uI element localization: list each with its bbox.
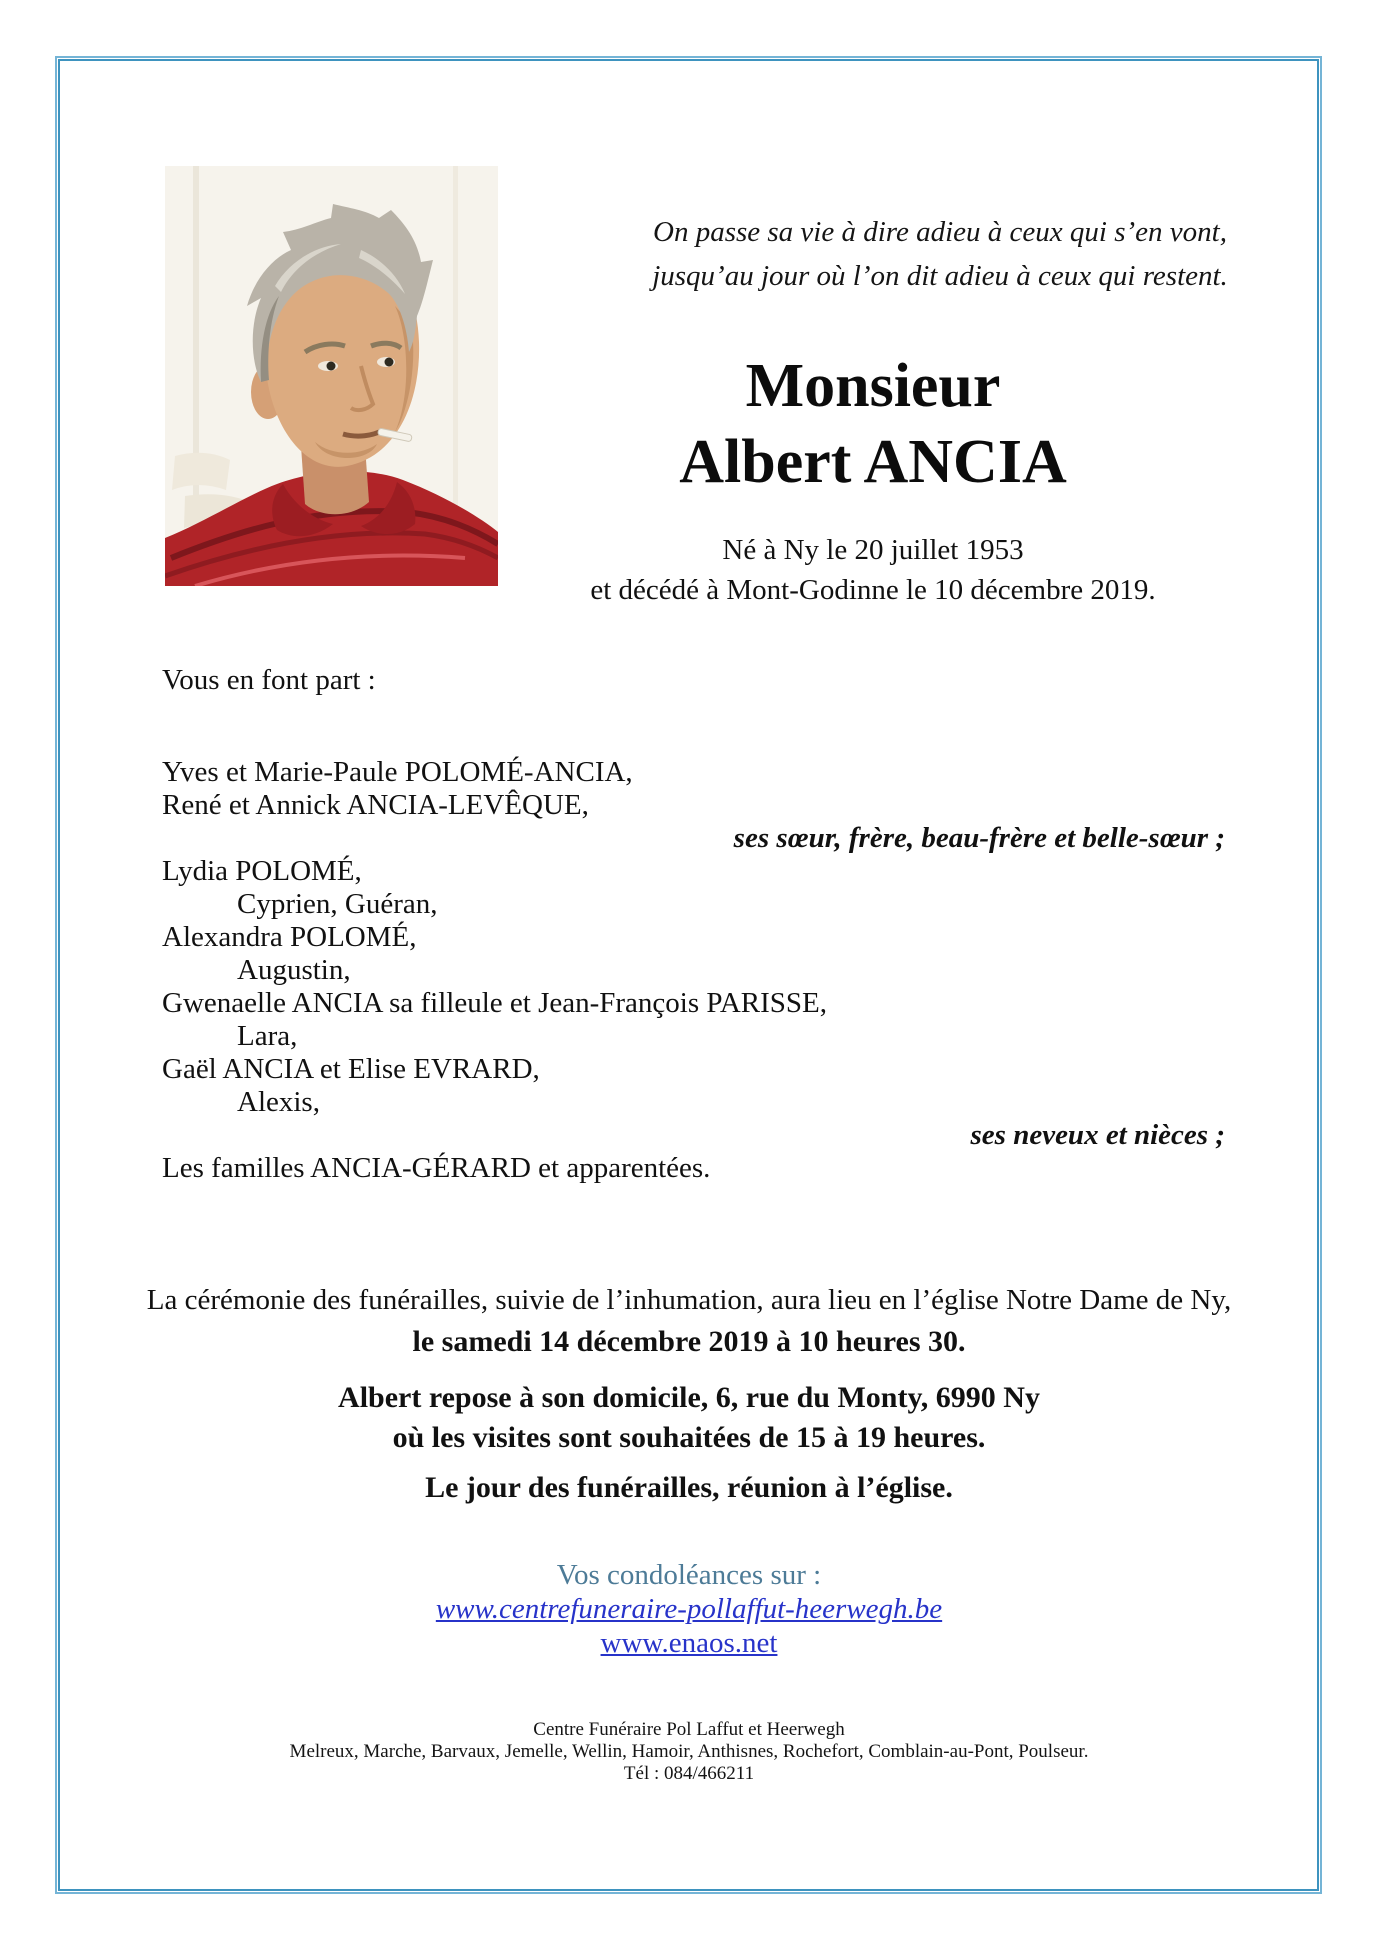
family-line: Alexandra POLOMÉ, [162, 921, 417, 953]
family-line: Gwenaelle ANCIA sa filleule et Jean-François PARISSE, [162, 987, 828, 1019]
death-line: et décédé à Mont-Godinne le 10 décembre 2019. [590, 574, 1156, 606]
family-line: Lydia POLOMÉ, [162, 855, 362, 887]
deceased-name: Albert ANCIA [679, 428, 1067, 496]
ceremony-line-1: La cérémonie des funérailles, suivie de l’inhumation, aura lieu en l’église Notre Dame de Ny, [146, 1284, 1232, 1316]
portrait-photo [165, 166, 498, 586]
memorial-quote [640, 210, 1240, 298]
title-honorific: Monsieur [745, 352, 1001, 420]
funeral-home-footer [90, 1719, 1288, 1785]
quote-line-1: On passe sa vie à dire adieu à ceux qui s’en vont, [653, 216, 1227, 248]
birth-death-dates [483, 530, 1263, 610]
quote-line-2: jusqu’au jour où l’on dit adieu à ceux qui restent. [652, 260, 1228, 292]
family-line: Lara, [237, 1020, 298, 1052]
funeral-home-phone: Tél : 084/466211 [623, 1763, 755, 1784]
ceremony-announcement [90, 1280, 1288, 1362]
family-line: Alexis, [237, 1086, 320, 1118]
portrait-photo-illustration [165, 166, 498, 586]
condolences-label: Vos condoléances sur : [556, 1559, 822, 1591]
family-relation-label: ses sœur, frère, beau-frère et belle-sœur ; [733, 822, 1225, 854]
family-list [162, 756, 1225, 1185]
family-line: Yves et Marie-Paule POLOMÉ-ANCIA, [162, 756, 633, 788]
family-relation-label: ses neveux et nièces ; [970, 1119, 1225, 1151]
condolences-section [90, 1558, 1288, 1660]
family-line: Cyprien, Guéran, [237, 888, 438, 920]
condolences-link-enaos[interactable]: www.enaos.net [600, 1627, 778, 1659]
family-line: Gaël ANCIA et Elise EVRARD, [162, 1053, 540, 1085]
family-line: Les familles ANCIA-GÉRARD et apparentées. [162, 1152, 711, 1184]
funeral-home-name: Centre Funéraire Pol Laffut et Heerwegh [533, 1719, 845, 1740]
family-line: René et Annick ANCIA-LEVÊQUE, [162, 789, 589, 821]
deceased-title [523, 348, 1223, 500]
ceremony-date-line: le samedi 14 décembre 2019 à 10 heures 30. [412, 1325, 966, 1358]
repose-address-line: Albert repose à son domicile, 6, rue du Monty, 6990 Ny [338, 1381, 1040, 1414]
family-line: Augustin, [237, 954, 351, 986]
repose-visits-line: où les visites sont souhaitées de 15 à 19 heures. [392, 1421, 986, 1454]
announcement-intro: Vous en font part : [162, 664, 376, 696]
birth-line: Né à Ny le 20 juillet 1953 [722, 534, 1024, 566]
repose-information [90, 1378, 1288, 1458]
funeral-home-locations: Melreux, Marche, Barvaux, Jemelle, Wellin, Hamoir, Anthisnes, Rochefort, Comblain-au-Pont, Poulseur. [289, 1741, 1089, 1762]
condolences-link-funeral-home[interactable]: www.centrefuneraire-pollaffut-heerwegh.be [435, 1593, 943, 1625]
reunion-information: Le jour des funérailles, réunion à l’église. [425, 1471, 953, 1504]
